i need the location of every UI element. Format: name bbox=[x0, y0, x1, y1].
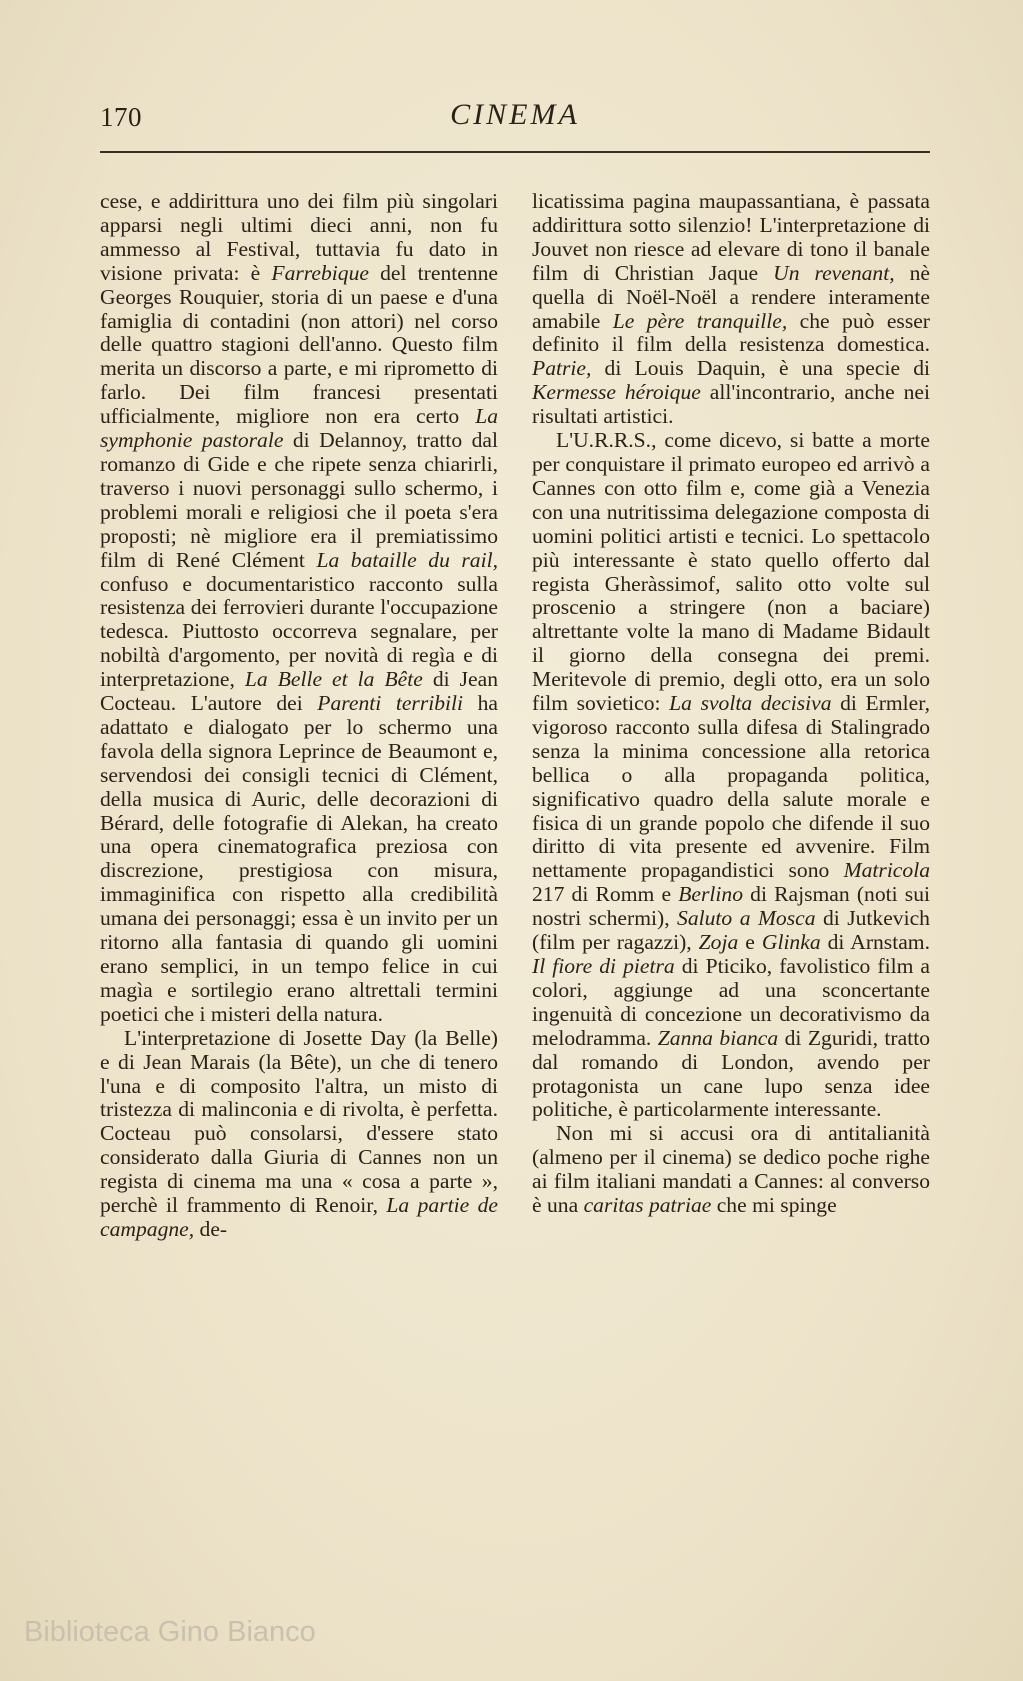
italic-title: La svolta decisiva bbox=[669, 691, 832, 716]
text-run: di Louis Daquin, è una specie di bbox=[591, 356, 930, 381]
paragraph bbox=[100, 190, 498, 1027]
paragraph bbox=[532, 190, 930, 429]
text-run: ha adattato e dialogato per lo schermo una favola della signora Leprince de Beaumont e, servendosi dei consigli tecnici di Clément, della musica di Auric, delle decorazioni di Bérard, delle fotografie di Alekan, ha creato una opera cinematografica preziosa con discrezione, prestigiosa con misura, immaginifica con rispetto alla credibilità umana dei personaggi; essa è un invito per un ritorno alla fantasia di quando gli uomini erano semplici, in un tempo felice in cui magìa e sortilegio erano altrettali termini poetici che i misteri della natura. bbox=[100, 691, 498, 1026]
text-run: di Zguridi, tratto dal romando di London, avendo per protagonista un cane lupo senza idee politiche, è particolarmente interessante. bbox=[532, 1025, 930, 1122]
text-run: di Pticiko, favolistico film a colori, aggiunge ad una sconcertante ingenuità di concezione un decorativismo da melodramma. bbox=[532, 954, 930, 1050]
header-rule bbox=[100, 151, 930, 153]
left-column bbox=[100, 190, 498, 1242]
italic-title: La partie de campagne, bbox=[100, 1193, 498, 1241]
italic-title: Farrebique bbox=[271, 260, 369, 285]
text-run: 217 di Romm e bbox=[532, 882, 679, 907]
text-run: e bbox=[738, 930, 762, 955]
running-title: CINEMA bbox=[450, 98, 580, 131]
text-run: del trentenne Georges Rouquier, storia di un paese e d'una famiglia di contadini (non attori) nel corso delle quattro stagioni dell'anno. Questo film merita un discorso a parte, e mi riprometto di farlo. Dei film francesi presentati ufficialmente, migliore non era certo bbox=[100, 260, 499, 429]
italic-title: Glinka bbox=[761, 930, 821, 955]
text-run: di Ermler, vigoroso racconto sulla difesa di Stalingrado senza la minima concessione alla retorica bellica o alla propaganda politica, significativo quadro della salute morale e fisica di un grande popolo che difende il suo diritto di vita presente ed avvenire. Film nettamente propagandistici sono bbox=[532, 691, 930, 883]
paragraph bbox=[532, 1122, 930, 1218]
text-run: cese, e addirittura uno dei film più singolari apparsi negli ultimi dieci anni, non fu ammesso al Festival, tuttavia fu dato in visione privata: è bbox=[100, 189, 498, 285]
italic-title: La bataille du rail, bbox=[316, 547, 498, 572]
text-run: di Delannoy, tratto dal romanzo di Gide e che ripete senza chiarirli, traverso i nuovi personaggi sullo schermo, i problemi morali e religiosi che il poeta s'era proposti; nè migliore era il premiatissimo film di René Clément bbox=[100, 428, 498, 572]
text-run: licatissima pagina maupassantiana, è passata addirittura sotto silenzio! L'interpretazione di Jouvet non riesce ad elevare di tono il banale film di Christian Jaque bbox=[532, 189, 930, 285]
italic-title: Matricola bbox=[843, 858, 930, 883]
text-run: de- bbox=[194, 1216, 228, 1241]
text-run: nè quella di Noël-Noël a rendere interamente amabile bbox=[532, 260, 930, 333]
italic-title: Patrie, bbox=[532, 356, 592, 381]
page-number: 170 bbox=[100, 102, 142, 132]
text-run: di Rajsman (noti sui nostri schermi), bbox=[532, 882, 930, 931]
italic-title: Parenti terribili bbox=[317, 691, 464, 716]
right-column bbox=[532, 190, 930, 1218]
text-run: che mi spinge bbox=[711, 1193, 837, 1218]
text-run: che può esser definito il film della resistenza domestica. bbox=[532, 308, 930, 357]
paragraph bbox=[532, 429, 930, 1122]
text-run: di Arnstam. bbox=[820, 930, 930, 955]
italic-title: La symphonie pastorale bbox=[100, 404, 498, 453]
page-header bbox=[100, 96, 930, 142]
italic-title: caritas patriae bbox=[583, 1193, 712, 1218]
italic-title: Zoja bbox=[698, 930, 739, 955]
text-run: confuso e documentaristico racconto sulla resistenza dei ferrovieri durante l'occupazione tedesca. Piuttosto occorreva segnalare, per nobiltà d'argomento, per novità di regìa e di interpretazione, bbox=[100, 571, 498, 692]
italic-title: Zanna bianca bbox=[657, 1025, 779, 1050]
text-run: Non mi si accusi ora di antitalianità (almeno per il cinema) se dedico poche righe ai film italiani mandati a Cannes: al converso è una bbox=[532, 1121, 930, 1218]
library-watermark: Biblioteca Gino Bianco bbox=[24, 1616, 316, 1648]
italic-title: Kermesse héroique bbox=[532, 380, 701, 405]
text-run: L'U.R.R.S., come dicevo, si batte a morte per conquistare il primato europeo ed arrivò a Cannes con otto film e, come già a Venezia con una nutritissima delegazione composta di uomini politici artisti e tecnici. Lo spettacolo più interessante è stato quello offerto dal regista Gheràssimof, salito otto volte sul proscenio a stringere (non a baciare) altrettante volte la mano di Madame Bidault il giorno della consegna dei premi. Meritevole di premio, degli otto, era un solo film sovietico: bbox=[532, 428, 930, 716]
italic-title: La Belle et la Bête bbox=[244, 667, 423, 692]
text-run: di Jean Cocteau. L'autore dei bbox=[100, 667, 498, 716]
paragraph bbox=[100, 1027, 498, 1242]
italic-title: Le père tranquille, bbox=[612, 308, 788, 333]
text-run: all'incontrario, anche nei risultati artistici. bbox=[532, 380, 930, 429]
italic-title: Il fiore di pietra bbox=[532, 954, 675, 978]
italic-title: Un revenant, bbox=[773, 260, 895, 285]
text-run: di Jutkevich (film per ragazzi), bbox=[532, 906, 930, 955]
italic-title: Berlino bbox=[678, 882, 743, 907]
text-run: L'interpretazione di Josette Day (la Belle) e di Jean Marais (la Bête), un che di tenero l'una e di composito l'altra, un misto di tristezza di malinconia e di rivolta, è perfetta. Cocteau può consolarsi, d'essere stato considerato dalla Giuria di Cannes non un regista di cinema ma una « cosa a parte », perchè il frammento di Renoir, bbox=[100, 1025, 498, 1218]
italic-title: Saluto a Mosca bbox=[677, 906, 816, 931]
